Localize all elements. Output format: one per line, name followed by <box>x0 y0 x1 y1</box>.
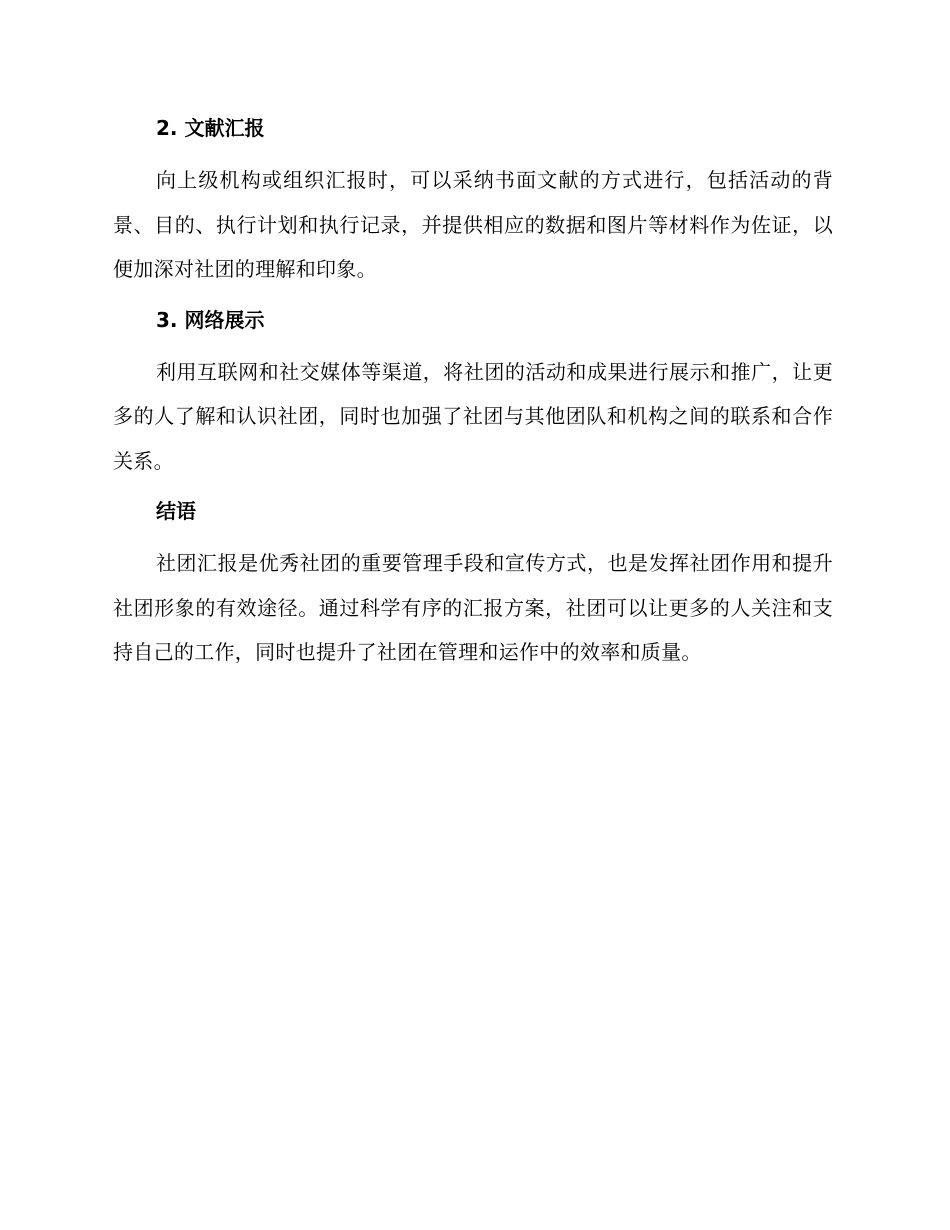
section-paragraph-literature-report: 向上级机构或组织汇报时，可以采纳书面文献的方式进行，包括活动的背景、目的、执行计划和执行记录，并提供相应的数据和图片等材料作为佐证，以便加深对社团的理解和印象。 <box>113 168 833 281</box>
section-heading-online-display: 3. 网络展示 <box>156 307 265 332</box>
section-paragraph-conclusion: 社团汇报是优秀社团的重要管理手段和宣传方式，也是发挥社团作用和提升社团形象的有效途径。通过科学有序的汇报方案，社团可以让更多的人关注和支持自己的工作，同时也提升了社团在管理和运作中的效率和质量。 <box>113 551 833 664</box>
section-paragraph-online-display: 利用互联网和社交媒体等渠道，将社团的活动和成果进行展示和推广，让更多的人了解和认识社团，同时也加强了社团与其他团队和机构之间的联系和合作关系。 <box>113 359 833 473</box>
document-body <box>113 110 833 685</box>
section-heading-conclusion: 结语 <box>156 499 196 523</box>
section-heading-literature-report: 2. 文献汇报 <box>156 116 265 140</box>
